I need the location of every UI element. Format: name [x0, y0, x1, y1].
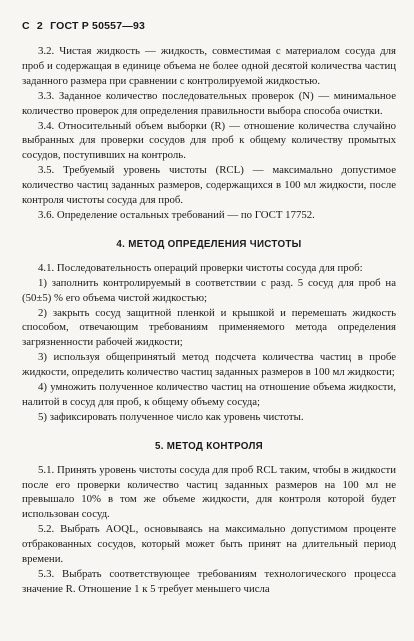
standard-logo: С: [22, 20, 30, 32]
page-header: [22, 20, 149, 32]
standard-designation: ГОСТ Р 50557—93: [50, 20, 146, 32]
list-item: 5) зафиксировать полученное число как уровень чистоты.: [38, 410, 304, 423]
clause-3-2: 3.2. Чистая жидкость — жидкость, совместимая с материалом сосуда для проб и содержащая в единице объема не более одной десятой количества частиц заданного размера при сравнении с контролируемой жидкостью.: [22, 45, 396, 87]
clause-4-1: 4.1. Последовательность операций проверки чистоты сосуда для проб:: [38, 261, 363, 274]
clause-3-5: 3.5. Требуемый уровень чистоты (RCL) — максимально допустимое количество частиц заданных размеров, содержащихся в 100 мл жидкости, после контроля чистоты сосуда для проб.: [22, 164, 397, 207]
list-item: 2) закрыть сосуд защитной пленкой и крышкой и перемешать жидкость способом, отвечающим требованиям применяемого метода определения загрязненности рабочей жидкости;: [22, 306, 396, 349]
list-item: 1) заполнить контролируемый в соответствии с разд. 5 сосуд для проб на (50±5) % его объема чистой жидкостью;: [22, 276, 396, 304]
list-item: 4) умножить полученное количество частиц на отношение объема жидкости, налитой в сосуд для проб, к общему объему сосуда;: [22, 381, 396, 408]
clause-3-6: 3.6. Определение остальных требований — по ГОСТ 17752.: [38, 208, 315, 221]
document-body: [22, 44, 396, 597]
page-number: 2: [36, 20, 43, 32]
section-4-heading: 4. МЕТОД ОПРЕДЕЛЕНИЯ ЧИСТОТЫ: [116, 238, 302, 250]
clause-3-4: 3.4. Относительный объем выборки (R) — отношение количества случайно выбранных для проверки сосудов для проб к общему количеству промытых сосудов, поступивших на контроль.: [22, 119, 396, 162]
clause-5-1: 5.1. Принять уровень чистоты сосуда для проб RCL таким, чтобы в жидкости после его проверки количество частиц заданных размеров на 100 мл не превышало 10% в том же объеме жидкости, для контроля которой будет использован сосуд.: [22, 463, 396, 521]
section-5-heading: 5. МЕТОД КОНТРОЛЯ: [155, 440, 263, 452]
clause-5-3: 5.3. Выбрать соответствующее требованиям технологического процесса значение R. Отношение 1 к 5 требует меньшего числа: [22, 568, 396, 595]
list-item: 3) используя общепринятый метод подсчета количества частиц в пробе жидкости, определить количество частиц заданных размеров в 100 мл жидкости;: [22, 351, 396, 379]
clause-3-3: 3.3. Заданное количество последовательных проверок (N) — минимальное количество проверок для определения правильности выбора способа очистки.: [22, 89, 396, 117]
clause-5-2: 5.2. Выбрать AOQL, основываясь на максимально допустимом проценте отбракованных сосудов, который может быть принят на длительный период времени.: [22, 523, 396, 566]
